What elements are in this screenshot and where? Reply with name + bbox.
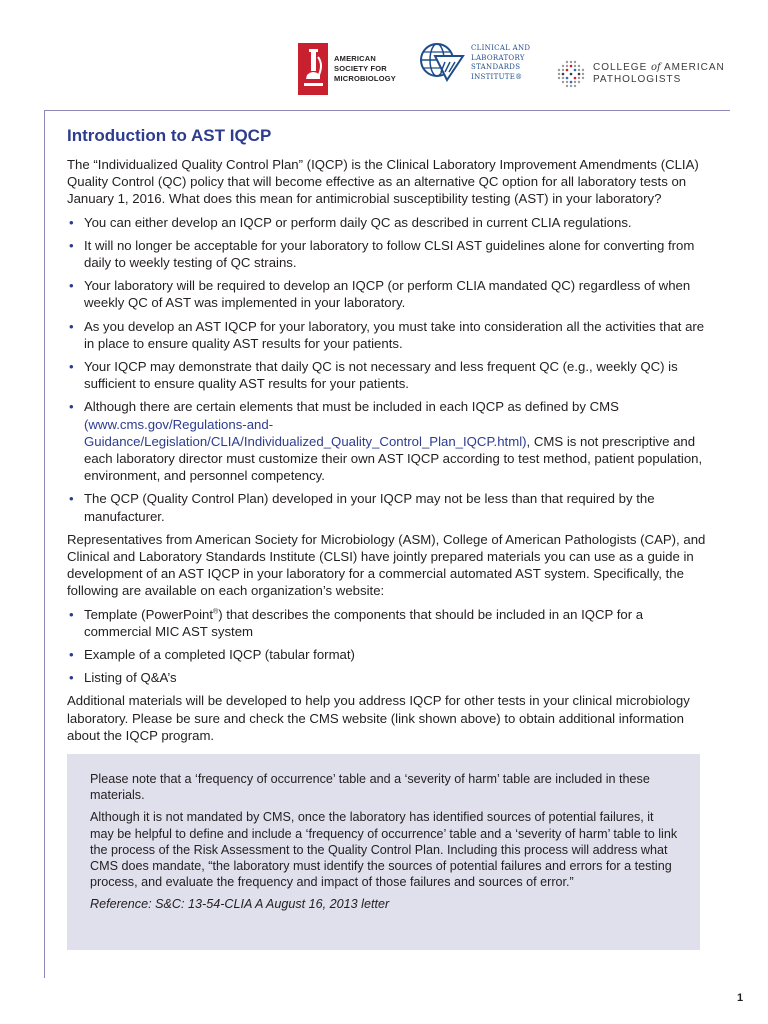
list-item-text: , CMS is not prescriptive and each laboratory director must customize their own AST IQCP according to test method, patient population, environment, and personnel competency. — [84, 433, 703, 484]
clsi-logo-line: LABORATORY — [471, 53, 525, 62]
note-paragraph: Please note that a ‘frequency of occurrence’ table and a ‘severity of harm’ table are included in these materials. — [90, 772, 650, 803]
list-item: • Your laboratory will be required to develop an IQCP (or perform CLIA mandated QC) regardless of when weekly QC of AST was implemented in your laboratory. — [67, 277, 707, 311]
note-box — [67, 754, 700, 950]
microscope-icon — [298, 43, 328, 95]
intro-paragraph: The “Individualized Quality Control Plan” (IQCP) is the Clinical Laboratory Improvement Amendments (CLIA) Quality Control (QC) policy that will become effective as an alternative QC option for all laboratory tests on January 1, 2016. What does this mean for antimicrobial susceptibility testing (AST) in your laboratory? — [67, 157, 699, 207]
header-logos — [0, 40, 768, 100]
list-item: • As you develop an AST IQCP for your laboratory, you must take into consideration all the activities that are in place to ensure quality AST results for your patients. — [67, 318, 707, 352]
list-item: • You can either develop an IQCP or perform daily QC as described in current CLIA regulations. — [67, 214, 707, 231]
list-item: • Example of a completed IQCP (tabular format) — [67, 646, 707, 663]
clsi-logo-line: CLINICAL AND — [471, 44, 531, 52]
list-item-text: ) that describes the components that should be included in an IQCP for a commercial MIC AST system — [84, 606, 644, 639]
frame-left-rule — [44, 110, 45, 978]
list-item: • The QCP (Quality Control Plan) developed in your IQCP may not be less than that required by the manufacturer. — [67, 490, 707, 524]
note-reference: Reference: S&C: 13-54-CLIA A August 16, 2013 letter — [90, 897, 390, 912]
list-item — [67, 606, 707, 640]
registered-mark: ® — [213, 608, 219, 616]
cap-logo-word: of — [651, 62, 661, 73]
clsi-logo-line: INSTITUTE® — [471, 72, 523, 81]
list-item-text: Although there are certain elements that must be included in each IQCP as defined by CMS — [84, 399, 619, 415]
list-item — [67, 398, 707, 484]
cap-logo-word: AMERICAN — [664, 62, 725, 73]
materials-list — [67, 606, 707, 687]
asm-logo-line: SOCIETY FOR — [334, 64, 387, 73]
clsi-logo — [417, 40, 530, 86]
globe-icon — [417, 40, 465, 86]
page-number: 1 — [737, 992, 744, 1004]
main-content — [67, 126, 707, 744]
dot-grid-icon — [557, 60, 585, 88]
asm-logo — [298, 43, 396, 95]
iqcp-points-list — [67, 214, 707, 525]
cms-link[interactable]: (www.cms.gov/Regulations-and-Guidance/Legislation/CLIA/Individualized_Quality_Control_Plan_IQCP.html) — [84, 416, 527, 449]
asm-logo-line: AMERICAN — [334, 54, 377, 63]
cap-logo-word: PATHOLOGISTS — [593, 74, 682, 85]
representatives-paragraph: Representatives from American Society for Microbiology (ASM), College of American Pathologists (CAP), and Clinical and Laboratory Standards Institute (CLSI) have jointly prepared materials you can use as a guide in development of an AST IQCP in your laboratory for a commercial automated AST system. Specifically, the following are available on each organization’s website: — [67, 531, 706, 599]
list-item-text: Template (PowerPoint — [84, 606, 214, 622]
frame-top-rule — [44, 110, 730, 111]
cap-logo-word: COLLEGE — [593, 62, 648, 73]
page-title: Introduction to AST IQCP — [67, 126, 272, 145]
asm-logo-line: MICROBIOLOGY — [334, 74, 396, 83]
list-item: • Your IQCP may demonstrate that daily QC is not necessary and less frequent QC (e.g., weekly QC) is sufficient to ensure quality AST results for your patients. — [67, 358, 707, 392]
cap-logo — [557, 60, 725, 88]
clsi-logo-line: STANDARDS — [471, 63, 521, 71]
list-item: • Listing of Q&A’s — [67, 669, 707, 686]
list-item: • It will no longer be acceptable for your laboratory to follow CLSI AST guidelines alone for converting from daily to weekly testing of QC strains. — [67, 237, 707, 271]
note-paragraph: Although it is not mandated by CMS, once the laboratory has identified sources of potential failures, it may be helpful to define and include a ‘frequency of occurrence’ table and a ‘severity of harm’ table to link the process of the Risk Assessment to the Quality Control Plan. Including this process will address what CMS does mandate, “the laboratory must identify the sources of potential failures and errors for a testing process, and evaluate the frequency and impact of those failures and sources of error.” — [90, 810, 678, 890]
additional-paragraph: Additional materials will be developed to help you address IQCP for other tests in your clinical microbiology laboratory. Please be sure and check the CMS website (link shown above) to obtain additional information about the IQCP program. — [67, 693, 690, 743]
